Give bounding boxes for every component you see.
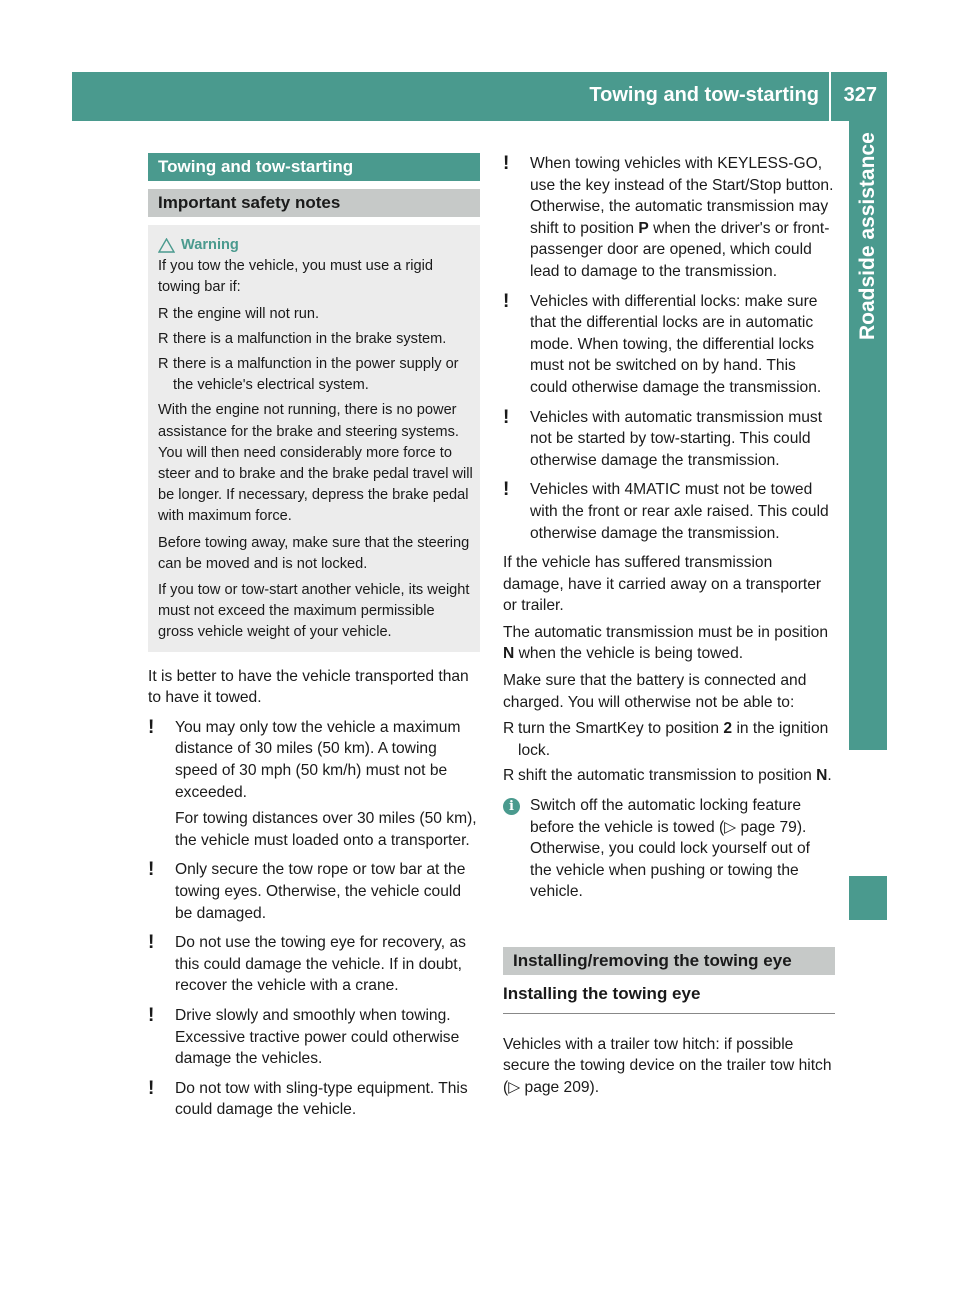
position-value: 2	[723, 720, 733, 738]
exclamation-icon: !	[503, 479, 510, 501]
page-header-bar	[72, 72, 887, 121]
subheading: Installing the towing eye	[503, 984, 701, 1003]
note-item	[503, 291, 835, 399]
exclamation-icon: !	[148, 932, 155, 954]
exclamation-icon: !	[148, 716, 155, 738]
position-value: N	[816, 767, 828, 785]
note-text: You may only tow the vehicle a maximum distance of 30 miles (50 km). A towing speed of 30 mph (50 km/h) must not be exceeded.	[175, 718, 461, 801]
position-value: N	[503, 645, 515, 663]
section-title: Towing and tow-starting	[148, 153, 480, 181]
right-column	[503, 153, 835, 1103]
note-text: Vehicles with 4MATIC must not be towed with the front or rear axle raised. This could otherwise damage the transmission.	[530, 481, 829, 542]
note-text: Do not tow with sling-type equipment. This could damage the vehicle.	[175, 1079, 468, 1119]
note-text: When towing vehicles with KEYLESS-GO, use the key instead of the Start/Stop button. Otherwise, the automatic transmission may shift to position	[530, 155, 834, 237]
note-text: For towing distances over 30 miles (50 km), the vehicle must loaded onto a transporter.	[175, 810, 477, 849]
warning-triangle-icon	[158, 238, 175, 253]
paragraph: If the vehicle has suffered transmission damage, have it carried away on a transporter or trailer.	[503, 554, 822, 615]
header-divider	[829, 72, 831, 121]
note-text: Drive slowly and smoothly when towing. Excessive tractive power could otherwise damage the vehicles.	[175, 1006, 460, 1068]
divider	[503, 1013, 835, 1014]
bullet-text: in the ignition lock.	[518, 720, 829, 759]
warning-paragraph: If you tow or tow-start another vehicle, its weight must not exceed the maximum permissible gross vehicle weight of your vehicle.	[158, 582, 470, 641]
note-text: Vehicles with automatic transmission must not be started by tow-starting. This could otherwise damage the transmission.	[530, 408, 823, 469]
exclamation-icon: !	[503, 406, 510, 428]
header-title: Towing and tow-starting	[589, 84, 819, 106]
exclamation-icon: !	[148, 1004, 155, 1026]
paragraph-text: The automatic transmission must be in position	[503, 623, 829, 641]
exclamation-icon: !	[503, 290, 510, 312]
note-item	[503, 153, 835, 283]
note-item	[148, 859, 480, 924]
bullet-mark: R	[158, 305, 169, 322]
left-column	[148, 153, 480, 1129]
list-item	[503, 765, 835, 787]
position-value: P	[638, 219, 649, 237]
warning-heading	[158, 235, 474, 256]
warning-bullet	[158, 329, 474, 350]
bullet-text: there is a malfunction in the power supply or the vehicle's electrical system.	[173, 356, 459, 394]
warning-bullet	[158, 304, 474, 325]
note-item	[503, 407, 835, 472]
exclamation-icon: !	[148, 859, 155, 881]
info-text: Switch off the automatic locking feature before the vehicle is towed (▷ page 79). Otherwise, you could lock yourself out of the vehicle when pushing or towing the vehicle.	[530, 797, 810, 901]
note-text: Only secure the tow rope or tow bar at the towing eyes. Otherwise, the vehicle could be damaged.	[175, 861, 466, 922]
list-item	[503, 718, 835, 761]
side-tab	[849, 121, 887, 750]
bullet-text: shift the automatic transmission to position	[518, 767, 817, 785]
paragraph: Vehicles with a trailer tow hitch: if possible secure the towing device on the trailer tow hitch (▷ page 209).	[503, 1035, 832, 1096]
intro-paragraph: It is better to have the vehicle transported than to have it towed.	[148, 667, 469, 707]
side-tab-label: Roadside assistance	[856, 132, 879, 340]
note-text: Do not use the towing eye for recovery, as this could damage the vehicle. If in doubt, recover the vehicle with a crane.	[175, 934, 466, 995]
bullet-mark: R	[158, 356, 169, 373]
info-icon: i	[503, 798, 520, 815]
thumb-tab-marker	[849, 876, 887, 920]
warning-bullet	[158, 354, 474, 396]
warning-title: Warning	[181, 237, 239, 253]
note-item	[148, 717, 480, 852]
exclamation-icon: !	[148, 1077, 155, 1099]
bullet-mark: R	[503, 767, 515, 785]
warning-paragraph: Before towing away, make sure that the steering can be moved and is not locked.	[158, 534, 470, 572]
exclamation-icon: !	[503, 153, 510, 174]
note-item	[148, 1005, 480, 1070]
warning-intro: If you tow the vehicle, you must use a rigid towing bar if:	[158, 258, 433, 296]
warning-paragraph: With the engine not running, there is no power assistance for the brake and steering systems. You will then need considerably more force to steer and to brake and the brake pedal travel will be longer. If necessary, depress the brake pedal with maximum force.	[158, 402, 473, 525]
section2-title: Installing/removing the towing eye	[503, 947, 835, 975]
paragraph-text: when the vehicle is being towed.	[514, 645, 744, 663]
info-item	[503, 795, 835, 903]
note-text: when the driver's or front-passenger door are opened, which could lead to damage to the transmission.	[530, 219, 830, 280]
bullet-text: turn the SmartKey to position	[518, 720, 724, 738]
bullet-mark: R	[158, 330, 169, 347]
page-number: 327	[843, 84, 877, 106]
paragraph	[503, 622, 835, 665]
paragraph: Make sure that the battery is connected and charged. You will otherwise not be able to:	[503, 672, 807, 711]
note-item	[503, 479, 835, 544]
note-item	[148, 932, 480, 997]
bullet-text: .	[827, 767, 832, 785]
bullet-mark: R	[503, 720, 515, 738]
note-item	[148, 1078, 480, 1121]
note-text: Vehicles with differential locks: make sure that the differential locks are in automatic mode. When towing, the differential locks must not be switched on by hand. This could otherwise damage the transmission.	[530, 292, 822, 396]
bullet-text: the engine will not run.	[173, 305, 320, 322]
warning-box	[148, 225, 480, 652]
bullet-text: there is a malfunction in the brake system.	[173, 330, 447, 347]
subsection-title: Important safety notes	[148, 189, 480, 217]
